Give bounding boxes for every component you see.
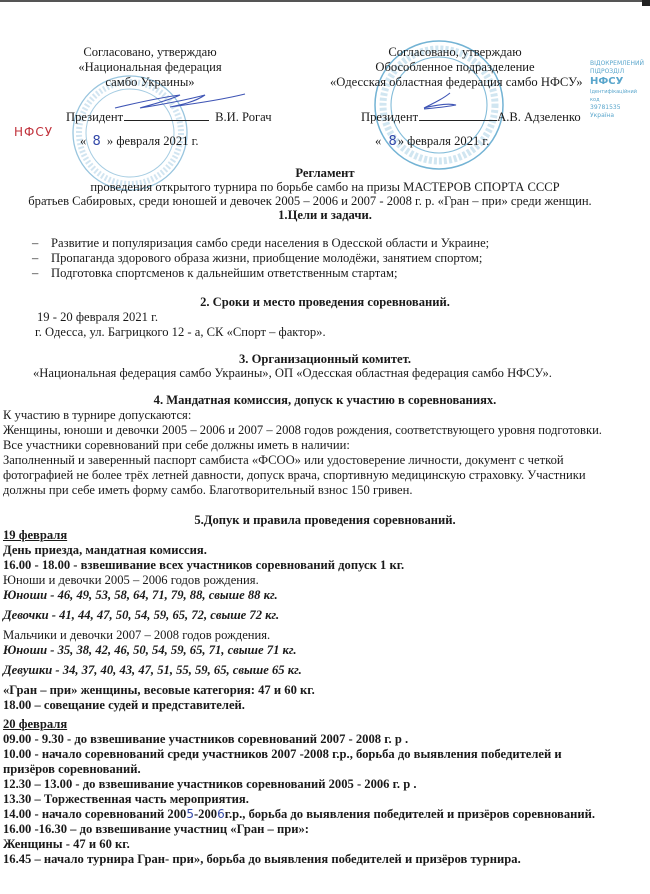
day2-line: [3, 807, 595, 822]
section4-heading: 4. Мандатная комиссия, допуск к участию в соревнованиях.: [153, 393, 497, 407]
handwritten-correction: 6: [217, 807, 225, 821]
day1-weigh-in: 16.00 - 18.00 - взвешивание всех участников соревнований допуск 1 кг.: [3, 558, 405, 572]
day2-line: 12.30 – 13.00 - до взвешивание участников соревнований 2005 - 2006 г. р .: [3, 777, 417, 791]
approval-right: [330, 45, 583, 90]
date-rest: » февраля 2021 г.: [106, 134, 199, 148]
section5-heading: 5.Допук и правила проведения соревнований.: [194, 513, 456, 527]
section2-place: г. Одесса, ул. Багрицкого 12 - а, СК «Спорт – фактор».: [35, 325, 326, 339]
stamp-line: 39781535: [590, 104, 621, 111]
section1-list: [32, 236, 489, 281]
approval-right-date: [375, 134, 489, 149]
approval-left-date: [80, 134, 198, 149]
approval-right-line3: «Одесская областная федерация самбо НФСУ»: [330, 75, 583, 89]
section2-date: 19 - 20 февраля 2021 г.: [37, 310, 158, 324]
stamp-line: ВІДОКРЕМЛЕНИЙ: [590, 60, 644, 67]
list-item: [32, 251, 489, 266]
president-name: В.И. Рогач: [215, 110, 272, 124]
stamp-left-text: НФСУ: [14, 125, 54, 139]
president-label: Президент: [361, 110, 419, 124]
scan-corner: [642, 0, 650, 6]
approval-left-president: [66, 110, 272, 125]
document-title: Регламент: [295, 166, 355, 180]
section2-heading: 2. Сроки и место проведения соревнований.: [200, 295, 450, 309]
day2-l6-b: -200: [193, 807, 218, 821]
day2-l6-a: 14.00 - начало соревнований 200: [3, 807, 187, 821]
date-day-handwritten: 8: [92, 134, 101, 149]
signature-left: [110, 92, 250, 110]
signature-line: [419, 120, 497, 121]
section4-line: должны при себе иметь форму самбо. Благотворительный взнос 150 гривен.: [3, 483, 413, 497]
dash-bullet: –: [32, 251, 39, 265]
list-item: [32, 266, 489, 281]
day2-l6-c: г.р., борьба до выявления победителей и призёров соревнований.: [224, 807, 596, 821]
day1-group2-title: Мальчики и девочки 2007 – 2008 годов рождения.: [3, 628, 271, 642]
day2-line: 10.00 - начало соревнований среди участников 2007 -2008 г.р., борьба до выявления победителей и: [3, 747, 562, 761]
section4-line: Заполненный и заверенный паспорт самбиста «ФСОО» или удостоверение личности, документ с четкой: [3, 453, 564, 467]
section3-text: «Национальная федерация самбо Украины», ОП «Одесская областная федерация самбо НФСУ».: [33, 366, 552, 380]
section4-line: Все участники соревнований при себе должны иметь в наличии:: [3, 438, 350, 452]
day2-line: призёров соревнований.: [3, 762, 141, 776]
day1-group2-boys: Юноши - 35, 38, 42, 46, 50, 54, 59, 65, 71, свыше 71 кг.: [3, 643, 297, 657]
approval-left-line1: Согласовано, утверждаю: [83, 45, 217, 59]
section4-line: фотографией не более трёх летней давности, допуск врача, спортивную медицинскую страховку. Участники: [3, 468, 586, 482]
section4-line: Женщины, юноши и девочки 2005 – 2006 и 2007 – 2008 годов рождения, соответствующего уровня подготовки.: [3, 423, 602, 437]
section1-heading: 1.Цели и задачи.: [278, 208, 372, 222]
day1-group1-title: Юноши и девочки 2005 – 2006 годов рождения.: [3, 573, 259, 587]
day2-line: 16.00 -16.30 – до взвешивание участниц «Гран – при»:: [3, 822, 309, 836]
section3-heading: 3. Организационный комитет.: [239, 352, 411, 366]
approval-left-line2: «Национальная федерация: [78, 60, 222, 74]
day1-group1-boys: Юноши - 46, 49, 53, 58, 64, 71, 79, 88, свыше 88 кг.: [3, 588, 278, 602]
day1-group1-girls: Девочки - 41, 44, 47, 50, 54, 59, 65, 72, свыше 72 кг.: [3, 608, 280, 622]
list-item-text: Подготовка спортсменов к дальнейшим ответственным стартам;: [51, 266, 398, 280]
stamp-line: Ідентифікаційний код: [590, 89, 637, 103]
day2-line: 09.00 - 9.30 - до взвешивание участников соревнований 2007 - 2008 г. р .: [3, 732, 409, 746]
approval-left-line3: самбо Украины»: [105, 75, 195, 89]
day2-line: 13.30 – Торжественная часть мероприятия.: [3, 792, 249, 806]
president-label: Президент: [66, 110, 124, 124]
day2-date: 20 февраля: [3, 717, 68, 731]
approval-right-line1: Согласовано, утверждаю: [388, 45, 522, 59]
signature-line: [124, 120, 209, 121]
section4-line: К участию в турнире допускаются:: [3, 408, 192, 422]
day1-group2-girls: Девушки - 34, 37, 40, 43, 47, 51, 55, 59, 65, свыше 65 кг.: [3, 663, 302, 677]
dash-bullet: –: [32, 266, 39, 280]
date-rest: » февраля 2021 г.: [397, 134, 490, 148]
handwritten-correction: 5: [186, 807, 194, 821]
stamp-line: ПІДРОЗДІЛ: [590, 68, 625, 75]
president-name: А.В. Адзеленко: [497, 110, 581, 124]
dash-bullet: –: [32, 236, 39, 250]
stamp-right-lines: [590, 60, 648, 120]
signature-right: [410, 92, 470, 110]
date-quote: «: [375, 134, 382, 148]
stamp-line: НФСУ: [590, 76, 624, 87]
section5-day2: [3, 717, 595, 867]
day2-line: Женщины - 47 и 60 кг.: [3, 837, 130, 851]
day2-line: 16.45 – начало турнира Гран- при», борьба до выявления победителей и призёров турнира.: [3, 852, 521, 866]
day1-grand-prix: «Гран – при» женщины, весовые категория: 47 и 60 кг.: [3, 683, 315, 697]
list-item-text: Развитие и популяризация самбо среди населения в Одесской области и Украине;: [51, 236, 490, 250]
date-day-handwritten: 8: [388, 134, 397, 149]
approval-right-president: [361, 110, 581, 125]
scan-top-edge: [0, 0, 650, 2]
title-line-1: проведения открытого турнира по борьбе самбо на призы МАСТЕРОВ СПОРТА СССР: [90, 180, 560, 194]
date-quote: «: [80, 134, 87, 148]
day1-meeting: 18.00 – совещание судей и представителей.: [3, 698, 245, 712]
section5-day1: [3, 528, 404, 713]
day1-date: 19 февраля: [3, 528, 68, 542]
section4-body: [3, 408, 602, 498]
list-item-text: Пропаганда здорового образа жизни, приобщение молодёжи, занятием спортом;: [51, 251, 483, 265]
title-line-2: братьев Сабировых, среди юношей и девочек 2005 – 2006 и 2007 - 2008 г. р. «Гран – при» среди женщин.: [28, 194, 592, 208]
approval-left: [60, 45, 240, 90]
day1-arrival: День приезда, мандатная комиссия.: [3, 543, 207, 557]
stamp-line: Україна: [590, 112, 615, 119]
approval-right-line2: Обособленное подразделение: [375, 60, 535, 74]
list-item: [32, 236, 489, 251]
